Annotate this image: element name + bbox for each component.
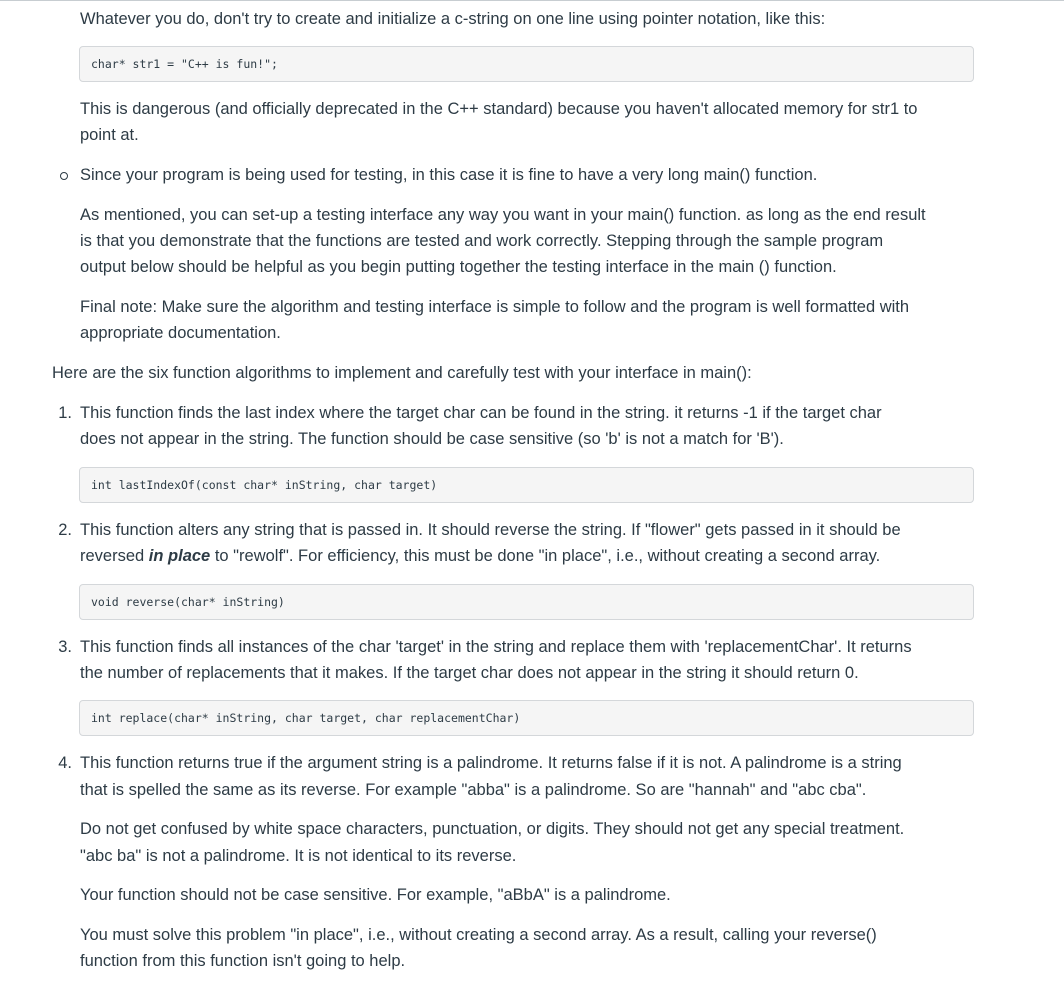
- code-block-replace: int replace(char* inString, char target, char replacementChar): [79, 700, 974, 736]
- bullet-circle-icon: [60, 172, 68, 180]
- final-note-line-1: Final note: Make sure the algorithm and testing interface is simple to follow and the program is well formatted with: [80, 298, 910, 316]
- item-3-line-2: the number of replacements that it makes. If the target char does not appear in the string it should return 0.: [80, 664, 859, 682]
- item-1-line-2: does not appear in the string. The function should be case sensitive (so 'b' is not a match for 'B').: [80, 430, 784, 448]
- list-number-4: 4.: [58, 754, 72, 772]
- mention-paragraph-line-2: is that you demonstrate that the functions are tested and work correctly. Stepping through the sample program: [80, 232, 884, 250]
- item-4-line-2: that is spelled the same as its reverse. For example "abba" is a palindrome. So are "hannah" and "abc cba".: [80, 781, 867, 799]
- final-note-line-2: appropriate documentation.: [80, 324, 281, 342]
- bullet-item-long-main: Since your program is being used for testing, in this case it is fine to have a very long main() function.: [80, 166, 818, 184]
- list-number-1: 1.: [58, 404, 72, 422]
- item-3-line-1: This function finds all instances of the char 'target' in the string and replace them with 'replacementChar'. It returns: [80, 638, 912, 656]
- code-block-lastindexof: int lastIndexOf(const char* inString, char target): [79, 467, 974, 503]
- item-1-line-1: This function finds the last index where the target char can be found in the string. it returns -1 if the target char: [80, 404, 882, 422]
- list-number-3: 3.: [58, 638, 72, 656]
- top-divider: [0, 0, 1064, 1]
- intro-paragraph: Whatever you do, don't try to create and initialize a c-string on one line using pointer notation, like this:: [80, 10, 826, 28]
- palindrome-whitespace-line-1: Do not get confused by white space characters, punctuation, or digits. They should not get any special treatment.: [80, 820, 905, 838]
- palindrome-whitespace-line-2: "abc ba" is not a palindrome. It is not identical to its reverse.: [80, 847, 517, 865]
- code-block-reverse: void reverse(char* inString): [79, 584, 974, 620]
- palindrome-in-place-line-1: You must solve this problem "in place", i.e., without creating a second array. As a result, calling your reverse(): [80, 926, 877, 944]
- mention-paragraph-line-1: As mentioned, you can set-up a testing interface any way you want in your main() function. as long as the end result: [80, 206, 926, 224]
- in-place-emphasis: in place: [148, 547, 211, 565]
- list-number-2: 2.: [58, 521, 72, 539]
- six-functions-heading: Here are the six function algorithms to implement and carefully test with your interface in main():: [52, 364, 752, 382]
- palindrome-case-line: Your function should not be case sensitive. For example, "aBbA" is a palindrome.: [80, 886, 671, 904]
- item-2-line-2-end: to "rewolf". For efficiency, this must be done "in place", i.e., without creating a second array.: [210, 547, 881, 565]
- item-2-line-1: This function alters any string that is passed in. It should reverse the string. If "flower" gets passed in it should be: [80, 521, 901, 539]
- item-2-line-2: [80, 543, 880, 569]
- item-4-line-1: This function returns true if the argument string is a palindrome. It returns false if it is not. A palindrome is a string: [80, 754, 902, 772]
- item-2-line-2-start: reversed: [80, 547, 149, 565]
- code-block-str1: char* str1 = "C++ is fun!";: [79, 46, 974, 82]
- mention-paragraph-line-3: output below should be helpful as you begin putting together the testing interface in the main () function.: [80, 258, 837, 276]
- danger-paragraph-line-1: This is dangerous (and officially deprecated in the C++ standard) because you haven't allocated memory for str1 to: [80, 100, 918, 118]
- danger-paragraph-line-2: point at.: [80, 126, 139, 144]
- palindrome-in-place-line-2: function from this function isn't going to help.: [80, 952, 406, 970]
